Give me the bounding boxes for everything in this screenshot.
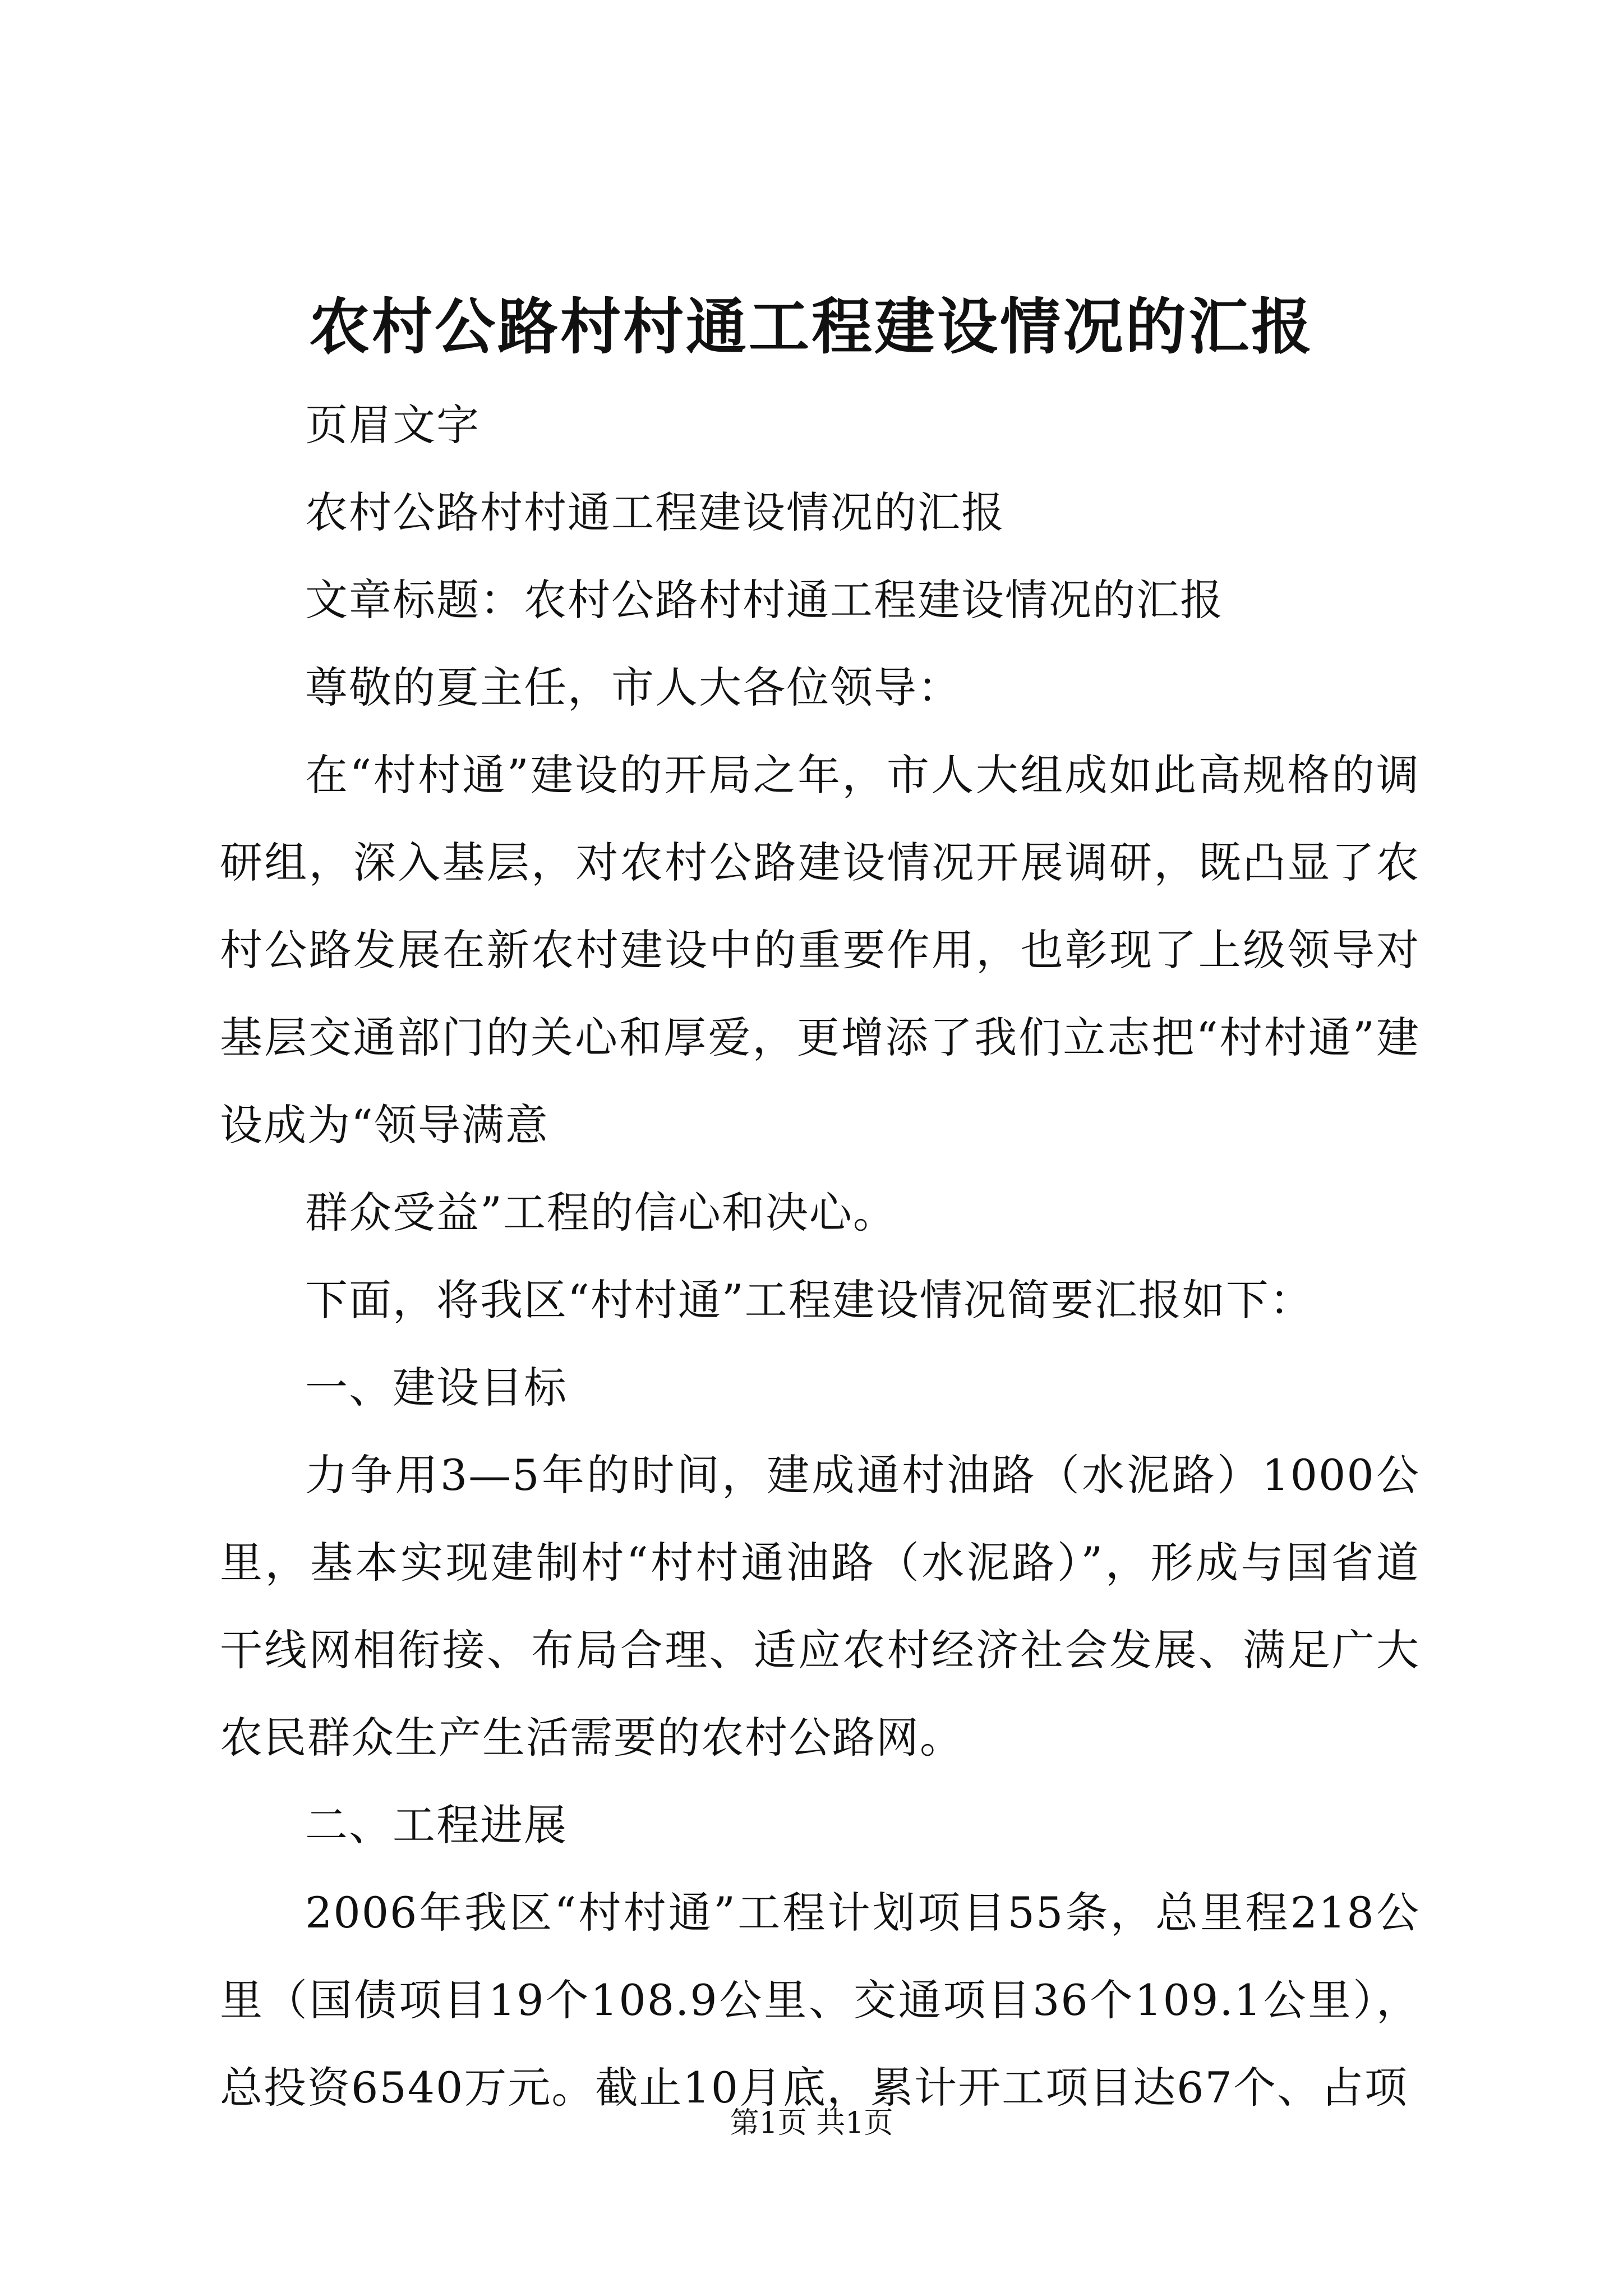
paragraph-article-title: 文章标题：农村公路村村通工程建设情况的汇报: [305, 575, 1224, 625]
paragraph-salutation: 尊敬的夏主任，市人大各位领导：: [305, 662, 961, 712]
paragraph-progress: 2006年我区“村村通”工程计划项目55条，总里程218公里（国债项目19个108.9公里、交通项目36个109.1公里），总投资6540万元。截止10月底，累计开工项目达67个、占项: [220, 1888, 1420, 2113]
paragraph-introduction: 在“村村通”建设的开局之年，市人大组成如此高规格的调研组，深入基层，对农村公路建设情况开展调研，既凸显了农村公路发展在新农村建设中的重要作用，也彰现了上级领导对基层交通部门的关心和厚爱，更增添了我们立志把“村村通”建设成为“领导满意: [220, 750, 1420, 1150]
paragraph-header-text: 页眉文字: [305, 400, 480, 450]
paragraph-introduction-continued: 群众受益”工程的信心和决心。: [305, 1188, 897, 1237]
document-body: [220, 381, 1420, 2132]
paragraph-report-lead: 下面，将我区“村村通”工程建设情况简要汇报如下：: [305, 1275, 1313, 1325]
paragraph-repeated-title: 农村公路村村通工程建设情况的汇报: [305, 487, 1005, 537]
section-heading-progress: 二、工程进展: [305, 1800, 568, 1850]
section-heading-goals: 一、建设目标: [305, 1363, 568, 1412]
paragraph-goals: 力争用3—5年的时间，建成通村油路（水泥路）1000公里，基本实现建制村“村村通油路（水泥路）”，形成与国省道干线网相衔接、布局合理、适应农村经济社会发展、满足广大农民群众生产生活需要的农村公路网。: [220, 1450, 1420, 1763]
document-title: 农村公路村村通工程建设情况的汇报: [308, 292, 1314, 362]
page-footer: 第1页 共1页: [730, 2106, 893, 2140]
